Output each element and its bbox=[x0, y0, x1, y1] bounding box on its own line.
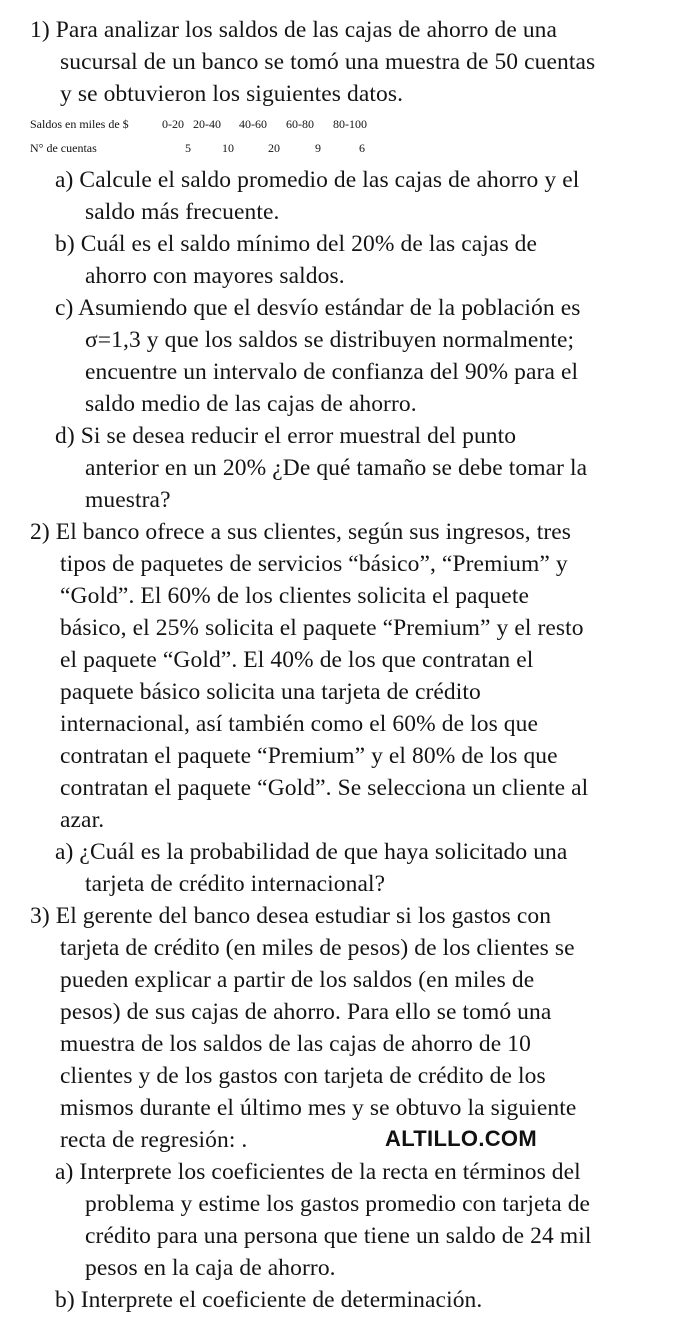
problem-2-line-2: tipos de paquetes de servicios “básico”, “Premium” y bbox=[60, 551, 568, 577]
problem-1-line-1: 1) Para analizar los saldos de las cajas de ahorro de una bbox=[30, 17, 558, 43]
problem-2-line-5: el paquete “Gold”. El 40% de los que contratan el bbox=[60, 647, 534, 673]
problem-2a-line-1: a) ¿Cuál es la probabilidad de que haya solicitado una bbox=[55, 839, 568, 865]
problem-3a-line-2: problema y estime los gastos promedio con tarjeta de bbox=[85, 1191, 591, 1217]
problem-3a-line-3: crédito para una persona que tiene un saldo de 24 mil bbox=[85, 1223, 592, 1249]
problem-2-line-3: “Gold”. El 60% de los clientes solicita el paquete bbox=[60, 583, 529, 609]
problem-1b-line-1: b) Cuál es el saldo mínimo del 20% de las cajas de bbox=[55, 231, 538, 257]
problem-3-line-8: recta de regresión: . bbox=[60, 1127, 248, 1153]
problem-2-line-8: contratan el paquete “Premium” y el 80% de los que bbox=[60, 743, 558, 769]
problem-1d-line-1: d) Si se desea reducir el error muestral del punto bbox=[55, 423, 517, 449]
table-interval: 40-60 bbox=[239, 117, 267, 131]
table-row-label-cuentas: N° de cuentas bbox=[30, 141, 97, 155]
problem-3a-line-1: a) Interprete los coeficientes de la recta en términos del bbox=[55, 1159, 581, 1185]
watermark-logo: ALTILLO.COM bbox=[385, 1126, 537, 1151]
problem-1c-line-1: c) Asumiendo que el desvío estándar de la población es bbox=[55, 295, 581, 321]
problem-2-line-1: 2) El banco ofrece a sus clientes, según sus ingresos, tres bbox=[30, 519, 572, 545]
table-count: 9 bbox=[315, 141, 321, 155]
table-count: 6 bbox=[359, 141, 365, 155]
problem-1-line-3: y se obtuvieron los siguientes datos. bbox=[60, 81, 404, 107]
table-count: 20 bbox=[268, 141, 280, 155]
table-interval: 80-100 bbox=[333, 117, 367, 131]
problem-1d-line-2: anterior en un 20% ¿De qué tamaño se debe tomar la bbox=[85, 455, 588, 481]
table-count: 5 bbox=[185, 141, 191, 155]
problem-2a-line-2: tarjeta de crédito internacional? bbox=[85, 871, 386, 897]
problem-2-line-4: básico, el 25% solicita el paquete “Premium” y el resto bbox=[60, 615, 584, 641]
problem-1c-line-2: σ=1,3 y que los saldos se distribuyen normalmente; bbox=[85, 327, 575, 353]
problem-1d-line-3: muestra? bbox=[85, 487, 171, 513]
problem-3b-line-1: b) Interprete el coeficiente de determinación. bbox=[55, 1287, 483, 1313]
problem-2-line-9: contratan el paquete “Gold”. Se selecciona un cliente al bbox=[60, 775, 589, 801]
problem-2-line-6: paquete básico solicita una tarjeta de crédito bbox=[60, 679, 481, 705]
problem-1-line-2: sucursal de un banco se tomó una muestra de 50 cuentas bbox=[60, 49, 596, 75]
problem-1a-line-1: a) Calcule el saldo promedio de las cajas de ahorro y el bbox=[55, 167, 580, 193]
problem-3a-line-4: pesos en la caja de ahorro. bbox=[85, 1255, 336, 1281]
table-interval: 60-80 bbox=[286, 117, 314, 131]
problem-3-line-2: tarjeta de crédito (en miles de pesos) de los clientes se bbox=[60, 935, 575, 961]
table-count: 10 bbox=[222, 141, 234, 155]
problem-2-line-10: azar. bbox=[60, 807, 105, 833]
problem-1a-line-2: saldo más frecuente. bbox=[85, 199, 280, 225]
table-interval: 20-40 bbox=[193, 117, 221, 131]
problem-3-line-5: muestra de los saldos de las cajas de ahorro de 10 bbox=[60, 1031, 531, 1057]
problem-3-line-4: pesos) de sus cajas de ahorro. Para ello se tomó una bbox=[60, 999, 552, 1025]
problem-1b-line-2: ahorro con mayores saldos. bbox=[85, 263, 345, 289]
problem-3-line-3: pueden explicar a partir de los saldos (en miles de bbox=[60, 967, 535, 993]
problem-1c-line-3: encuentre un intervalo de confianza del 90% para el bbox=[85, 359, 579, 385]
problem-2-line-7: internacional, así también como el 60% de los que bbox=[60, 711, 539, 737]
problem-1c-line-4: saldo medio de las cajas de ahorro. bbox=[85, 391, 417, 417]
problem-3-line-1: 3) El gerente del banco desea estudiar si los gastos con bbox=[30, 903, 552, 929]
table-interval: 0-20 bbox=[162, 117, 184, 131]
table-row-label-saldos: Saldos en miles de $ bbox=[30, 117, 129, 131]
problem-3-line-7: mismos durante el último mes y se obtuvo la siguiente bbox=[60, 1095, 577, 1121]
problem-3-line-6: clientes y de los gastos con tarjeta de crédito de los bbox=[60, 1063, 546, 1089]
